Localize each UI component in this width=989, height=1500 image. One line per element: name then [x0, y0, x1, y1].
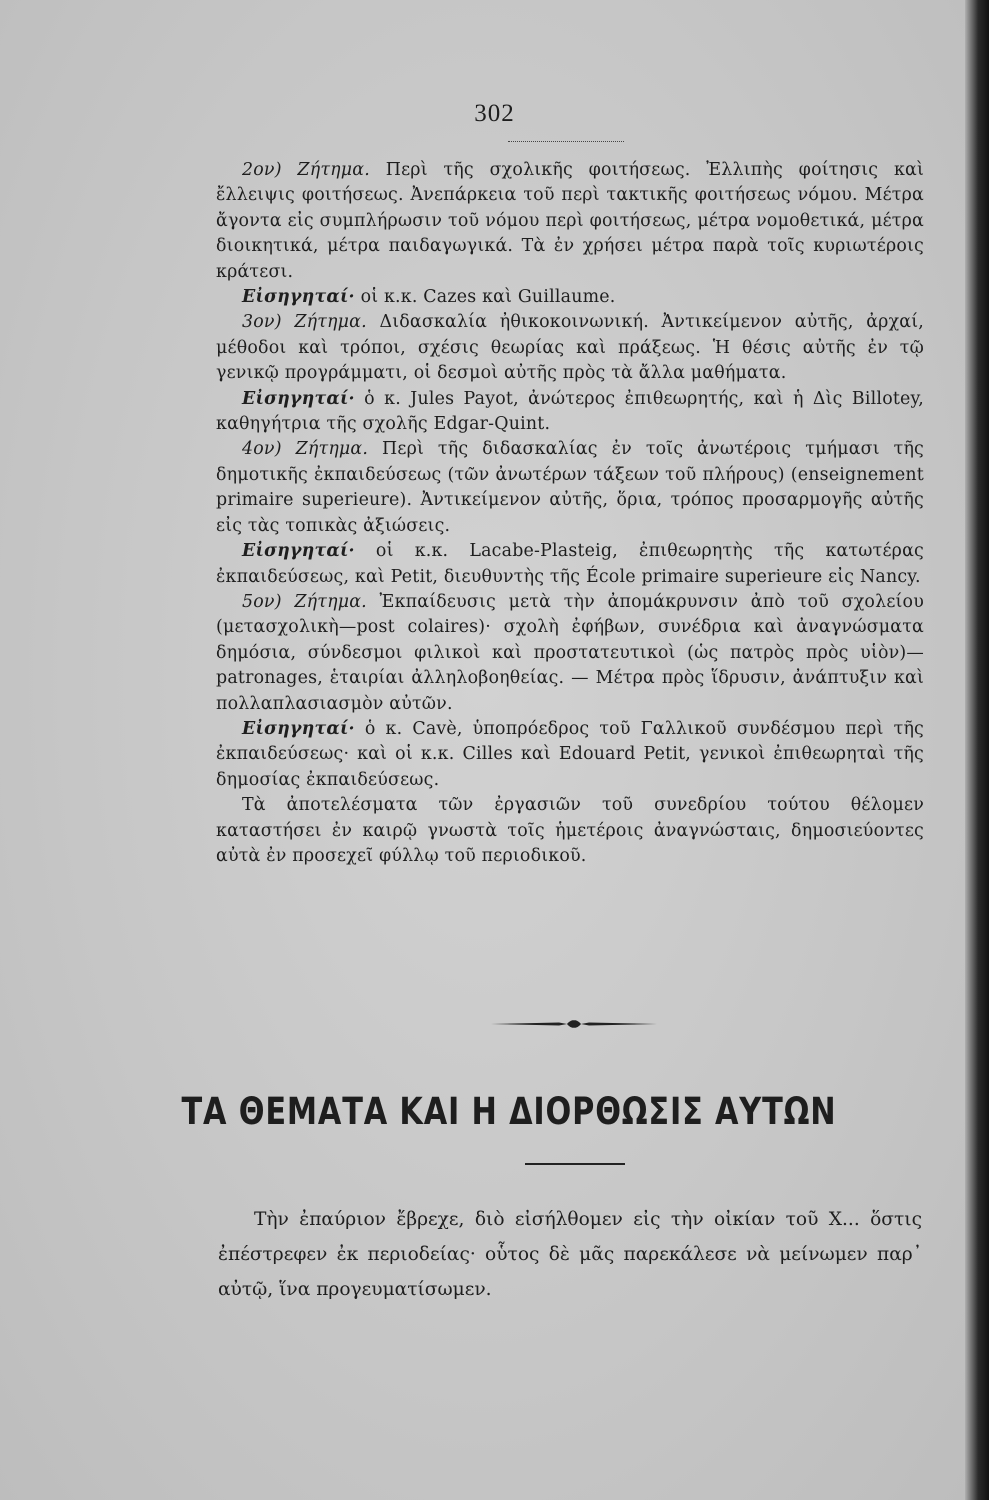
paragraph-text: Διδασκαλία ἠθικοκοινωνική. Ἀντικείμενον αὐτῆς, ἀρχαί, μέθοδοι καὶ τρόποι, σχέσις θεωρίας καὶ πράξεως. Ἡ θέσις αὐτῆς ἐν τῷ γενικῷ προγράμματι, οἱ δεσμοὶ αὐτῆς πρὸς τὰ ἄλλα μαθήματα.	[216, 312, 925, 384]
paragraph-rapporteurs-2	[216, 285, 924, 310]
paragraph-label: 4ον) Ζήτημα.	[242, 439, 369, 460]
heading-rule	[525, 1163, 625, 1165]
paragraph-label: Εἰσηγηταί·	[242, 718, 355, 739]
paragraph-text: οἱ κ.κ. Cazes καὶ Guillaume.	[360, 287, 616, 308]
paragraph-label: Εἰσηγηταί·	[242, 287, 355, 308]
paragraph-question-3	[216, 310, 924, 386]
paragraph-text: Περὶ τῆς διδασκαλίας ἐν τοῖς ἀνωτέροις τμήμασι τῆς δημοτικῆς ἐκπαιδεύσεως (τῶν ἀνωτέρων τάξεων τοῦ πλήρους) (enseignement primaire superieure). Ἀντικείμενον αὐτῆς, ὅρια, τρόπος προσαρμογῆς αὐτῆς εἰς τὰς τοπικὰς ἀξιώσεις.	[216, 439, 925, 536]
body-text	[216, 158, 924, 869]
paragraph-question-2	[216, 158, 924, 285]
paragraph-text: ὁ κ. Jules Payot, ἀνώτερος ἐπιθεωρητής, καὶ ἡ Δὶς Billotey, καθηγήτρια τῆς σχολῆς Edgar-Quint.	[216, 388, 924, 435]
paragraph-label: Εἰσηγηταί·	[242, 388, 355, 409]
paragraph-closing	[216, 793, 924, 869]
paragraph-label: 2ον) Ζήτημα.	[242, 160, 370, 180]
intro-paragraph: Τὴν ἐπαύριον ἔβρεχε, διὸ εἰσήλθομεν εἰς τὴν οἰκίαν τοῦ Χ... ὅστις ἐπέστρεφεν ἐκ περιοδείας· οὗτος δὲ μᾶς παρεκάλεσε νὰ μείνωμεν παρ᾽ αὐτῷ, ἵνα προγευματίσωμεν.	[218, 1209, 922, 1300]
paragraph-text: Ἐκπαίδευσις μετὰ τὴν ἀπομάκρυνσιν ἀπὸ τοῦ σχολείου (μετασχολικὴ—post colaires)· σχολὴ ἐφήβων, συνέδρια καὶ ἀναγνώσματα δημόσια, σύνδεσμοι φιλικοὶ καὶ προστατευτικοὶ (ὡς πατρὸς πρὸς υἱὸν)—patronages, ἑταιρίαι ἀλληλοβοηθείας. — Μέτρα πρὸς ἵδρυσιν, ἀνάπτυξιν καὶ πολλαπλασιασμὸν αὐτῶν.	[216, 591, 924, 714]
paragraph-text: ὁ κ. Cavè, ὑποπρόεδρος τοῦ Γαλλικοῦ συνδέσμου περὶ τῆς ἐκπαιδεύσεως· καὶ οἱ κ.κ. Cilles καὶ Edouard Petit, γενικοὶ ἐπιθεωρηταὶ τῆς δημοσίας ἐκπαιδεύσεως.	[216, 718, 925, 790]
page-number: 302	[474, 100, 515, 127]
paragraph-text: οἱ κ.κ. Lacabe-Plasteig, ἐπιθεωρητὴς τῆς κατωτέρας ἐκπαιδεύσεως, καὶ Petit, διευθυντὴς τῆς École primaire superieure εἰς Nancy.	[216, 541, 924, 587]
section-divider-ornament	[489, 1016, 659, 1032]
scan-edge	[965, 0, 989, 1500]
paragraph-question-5	[216, 590, 924, 717]
section-heading: ΤΑ ΘΕΜΑΤΑ ΚΑΙ Η ΔΙΟΡΘΩΣΙΣ ΑΥΤΩΝ	[181, 1090, 837, 1133]
paragraph-rapporteurs-4	[216, 539, 924, 590]
paragraph-label: 3ον) Ζήτημα.	[242, 312, 367, 333]
paragraph-question-4	[216, 437, 924, 539]
paragraph-rapporteurs-5	[216, 717, 924, 793]
paragraph-rapporteurs-3	[216, 387, 924, 438]
paragraph-label: Εἰσηγηταί·	[242, 541, 355, 562]
intro-text	[218, 1202, 922, 1307]
paragraph-text: Περὶ τῆς σχολικῆς φοιτήσεως. Ἐλλιπὴς φοίτησις καὶ ἔλλειψις φοιτήσεως. Ἀνεπάρκεια τοῦ περὶ τακτικῆς φοιτήσεως νόμου. Μέτρα ἄγοντα εἰς συμπλήρωσιν τοῦ νόμου περὶ φοιτήσεως, μέτρα νομοθετικά, μέτρα διοικητικά, μέτρα παιδαγωγικά. Τὰ ἐν χρήσει μέτρα παρὰ τοῖς κυριωτέροις κράτεσι.	[216, 160, 924, 282]
page-number-rule	[508, 141, 624, 142]
paragraph-label: 5ον) Ζήτημα.	[242, 591, 367, 612]
paragraph-text: Τὰ ἀποτελέσματα τῶν ἐργασιῶν τοῦ συνεδρίου τούτου θέλομεν καταστήσει ἐν καιρῷ γνωστὰ τοῖς ἡμετέροις ἀναγνώσταις, δημοσιεύοντες αὐτὰ ἐν προσεχεῖ φύλλῳ τοῦ περιοδικοῦ.	[216, 795, 924, 866]
